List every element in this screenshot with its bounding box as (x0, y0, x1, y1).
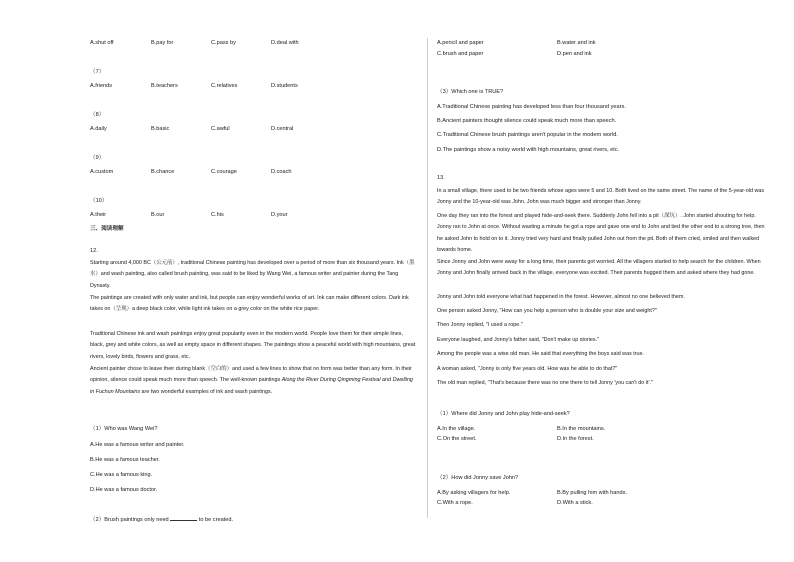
q10-option-b[interactable]: B.our (151, 212, 165, 218)
q13-1-option-d[interactable]: D.In the forest. (557, 436, 594, 442)
q9-option-b[interactable]: B.chance (151, 169, 175, 175)
q12-3-option-b[interactable]: B.Ancient painters thought silence could speak much more than speech. (437, 118, 617, 124)
q12-3-question: （3）Which one is TRUE? (437, 89, 504, 95)
passage-12-paragraph-1: Starting around 4,000 BC（公元前）, traditional Chinese painting has developed over a period of more than six thousand years. Ink（墨水）and wash painting, also called brush painting, was said to be liked by Wang Wei, a famous writer and painter during the Tang Dynasty. (90, 260, 415, 289)
q13-2-option-c[interactable]: C.With a rope. (437, 500, 473, 506)
q7-option-a[interactable]: A.friends (90, 83, 113, 89)
q7-option-b[interactable]: B.teachers (151, 83, 178, 89)
q13-2-option-d[interactable]: D.With a stick. (557, 500, 593, 506)
column-divider (427, 38, 428, 518)
q7-option-d[interactable]: D.students (271, 83, 298, 89)
q12-2-option-a[interactable]: A.pencil and paper (437, 40, 484, 46)
q8-option-c[interactable]: C.awful (211, 126, 230, 132)
q12-2-option-d[interactable]: D.pen and ink (557, 51, 592, 57)
q12-2-question-end: to be created. (198, 517, 234, 523)
passage-12-p4-end: are two wonderful examples of ink and wash paintings. (140, 388, 273, 395)
q13-1-question: （1）Where did Jonny and John play hide-and-seek? (437, 411, 570, 417)
q6-option-b[interactable]: B.pay for (151, 40, 174, 46)
q12-3-option-c[interactable]: C.Traditional Chinese brush paintings aren't popular in the modern world. (437, 132, 618, 138)
passage-13-paragraph-5: One person asked Jonny, "How can you help a person who is double your size and weight?" (437, 308, 657, 314)
q10-option-d[interactable]: D.your (271, 212, 288, 218)
passage-13-paragraph-8: Among the people was a wise old man. He said that everything the boys said was true. (437, 351, 645, 357)
painting-title-fuchun: Dwelling in Fuchun Mountains (90, 377, 413, 395)
q6-option-a[interactable]: A.shut off (90, 40, 114, 46)
answer-blank[interactable] (170, 515, 197, 521)
passage-12-p4-mid: and (380, 377, 393, 384)
q12-2-option-c[interactable]: C.brush and paper (437, 51, 484, 57)
painting-title-qingming: Along the River During Qingming Festival (281, 377, 381, 384)
passage-13-paragraph-1: In a small village, there used to be two friends whose ages were 5 and 10. Both lived on the same street. The name of the 5-year-old was Jonny and the 10-year-old was John. John was much bigger and stronger than Jonny. (437, 188, 765, 206)
passage-12-paragraph-2: The paintings are created with only water and ink, but people can enjoy wonderful works of art. Ink can make different colors. Dark ink takes on（呈现）a deep black color, while light ink takes on a grey color on the white rice paper. (90, 295, 409, 313)
q12-1-option-d[interactable]: D.He was a famous doctor. (90, 487, 158, 493)
q13-2-question: （2）How did Jonny save John? (437, 475, 519, 481)
q6-option-c[interactable]: C.pass by (211, 40, 236, 46)
q12-2-question-start: （2）Brush paintings only need (90, 517, 169, 523)
passage-12-paragraph-4 (90, 364, 416, 398)
passage-13-paragraph-3: Since Jonny and John were away for a long time, their parents got worried. All the villagers started to help search for the children. When Jonny and John finally arrived back in the village, everyone was excited. Their parents hugged them and asked where they had gone. (437, 259, 761, 277)
passage-13-number: 13. (437, 175, 445, 181)
passage-13-paragraph-9: A woman asked, "Jonny is only five years old. How was he able to do that?" (437, 366, 618, 372)
q13-2-option-a[interactable]: A.By asking villagers for help. (437, 490, 511, 496)
q9-option-c[interactable]: C.courage (211, 169, 237, 175)
q12-1-option-a[interactable]: A.He was a famous writer and painter. (90, 442, 185, 448)
q8-option-b[interactable]: B.basic (151, 126, 170, 132)
passage-13-paragraph-10: The old man replied, "That's because there was no one there to tell Jonny 'you can't do it'." (437, 380, 653, 386)
q10-number: （10） (90, 198, 108, 204)
q10-option-c[interactable]: C.his (211, 212, 224, 218)
q8-number: （8） (90, 112, 105, 118)
q10-option-a[interactable]: A.their (90, 212, 107, 218)
q7-number: （7） (90, 69, 105, 75)
passage-13-paragraph-7: Everyone laughed, and Jonny's father said, "Don't make up stories." (437, 337, 600, 343)
section-title: 三、阅读理解 (90, 226, 124, 232)
q12-1-option-c[interactable]: C.He was a famous king. (90, 472, 153, 478)
q13-1-option-b[interactable]: B.In the mountains. (557, 426, 606, 432)
q12-2-question (90, 515, 233, 524)
q12-1-question: （1）Who was Wang Wei? (90, 426, 158, 432)
passage-12-number: 12. (90, 248, 98, 254)
passage-12-p4-start: Ancient painter chose to leave their during blank（空白的）and used a few lines to show that no form was better than any form. In their opinion, silence could speak much more than speech. The well-known paintings (90, 366, 412, 384)
q12-3-option-a[interactable]: A.Traditional Chinese painting has developed less than four thousand years. (437, 104, 626, 110)
q7-option-c[interactable]: C.relatives (211, 83, 238, 89)
passage-13-paragraph-6: Then Jonny replied, "I used a rope." (437, 322, 523, 328)
q12-1-option-b[interactable]: B.He was a famous teacher. (90, 457, 160, 463)
q13-1-option-a[interactable]: A.In the village. (437, 426, 476, 432)
passage-13-paragraph-4: Jonny and John told everyone what had happened in the forest. However, almost no one believed them. (437, 294, 685, 300)
q9-number: （9） (90, 155, 105, 161)
q9-option-d[interactable]: D.coach (271, 169, 292, 175)
q13-2-option-b[interactable]: B.By pulling him with hands. (557, 490, 627, 496)
q12-2-option-b[interactable]: B.water and ink (557, 40, 596, 46)
q8-option-d[interactable]: D.central (271, 126, 294, 132)
passage-12-paragraph-3: Traditional Chinese ink and wash paintings enjoy great popularity even in the modern world. People love them for their simple lines, black, grey and white colors, as well as empty space in different shapes. The paintings show a peaceful world with high mountains, great rivers, lovely birds, flowers and grass, etc. (90, 331, 416, 360)
q6-option-d[interactable]: D.deal with (271, 40, 299, 46)
q13-1-option-c[interactable]: C.On the street. (437, 436, 477, 442)
q8-option-a[interactable]: A.daily (90, 126, 107, 132)
q9-option-a[interactable]: A.custom (90, 169, 114, 175)
q12-3-option-d[interactable]: D.The paintings show a noisy world with high mountains, great rivers, etc. (437, 147, 620, 153)
passage-13-paragraph-2: One day they ran into the forest and played hide-and-seek there. Suddenly John fell into a pit（深坑）. John started shouting for help. Jonny ran to John at once. Without wasting a minute he got a rope and gave one end to John and tied the other end to a strong tree, then he asked John to hold on to it. Jonny tried very hard and finally pulled John out from the pit. Both of them cried, smiled and then walked towards home. (437, 213, 765, 254)
